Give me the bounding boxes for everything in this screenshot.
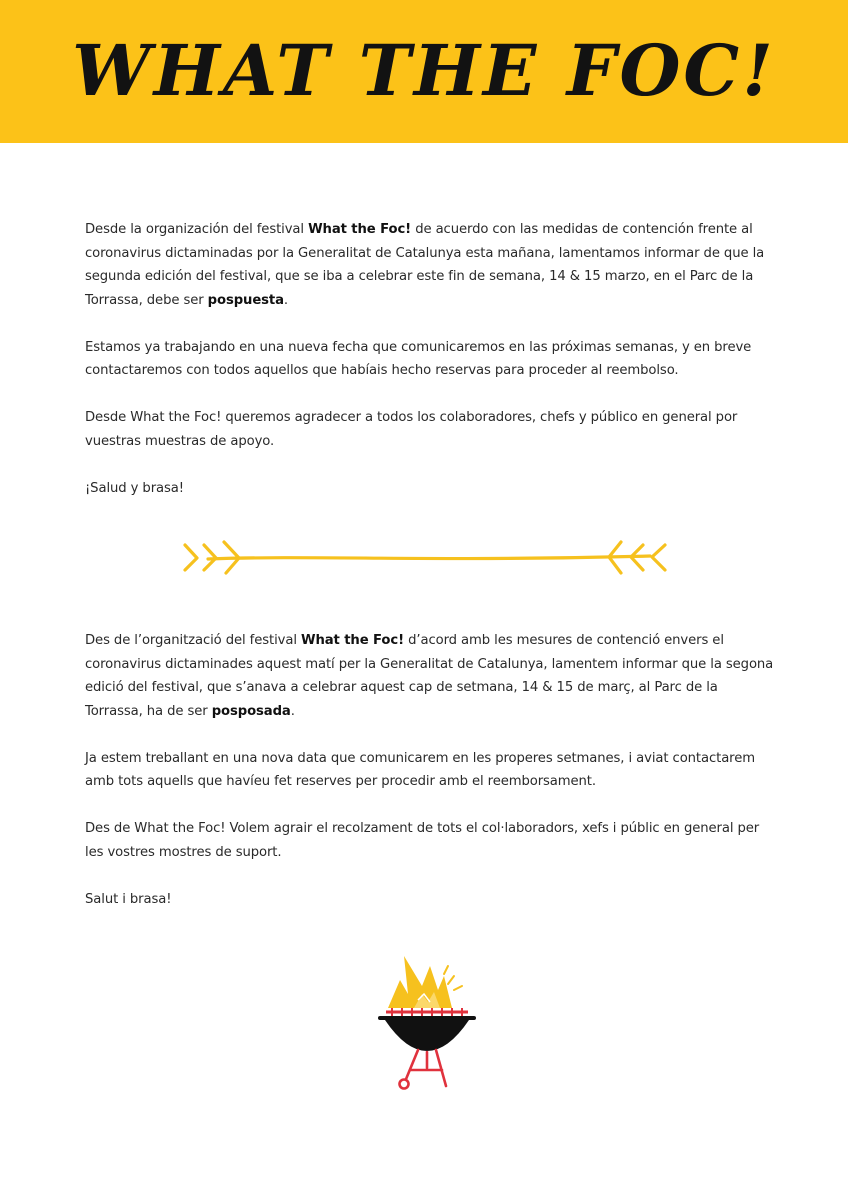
es-paragraph-1: Desde la organización del festival What the Foc! de acuerdo con las medidas de contención frente al coronavirus dictaminadas por la Generalitat de Catalunya esta mañana, lamentamos informar de que la segunda edición del festival, que se iba a celebrar este fin de semana, 14 & 15 marzo, en el Parc de la Torrassa, debe ser pospuesta. bbox=[85, 222, 765, 308]
ca-sign-off: Salut i brasa! bbox=[85, 891, 172, 907]
flaming-grill-icon bbox=[378, 950, 476, 1092]
catalan-announcement bbox=[85, 629, 775, 935]
postponed-bold: pospuesta bbox=[207, 292, 284, 308]
es-sign-off: ¡Salud y brasa! bbox=[85, 480, 184, 496]
es-paragraph-3: Desde What the Foc! queremos agradecer a todos los colaboradores, chefs y público en general por vuestras muestras de apoyo. bbox=[85, 410, 738, 449]
header-banner bbox=[0, 0, 848, 143]
es-paragraph-2: Estamos ya trabajando en una nueva fecha que comunicaremos en las próximas semanas, y en breve contactaremos con todos aquellos que habíais hecho reservas para proceder al reembolso. bbox=[85, 339, 752, 378]
ca-paragraph-3: Des de What the Foc! Volem agrair el recolzament de tots el col·laboradors, xefs i públic en general per les vostres mostres de suport. bbox=[85, 821, 760, 860]
double-arrow-divider-icon bbox=[180, 538, 670, 578]
ca-paragraph-2: Ja estem treballant en una nova data que comunicarem en les properes setmanes, i aviat contactarem amb tots aquells que havíeu fet reserves per procedir amb el reemborsament. bbox=[85, 750, 755, 789]
postponed-bold: posposada bbox=[211, 703, 291, 719]
festival-name-bold: What the Foc! bbox=[301, 633, 405, 648]
spanish-announcement bbox=[85, 218, 775, 524]
ca-paragraph-1: Des de l’organització del festival What the Foc! d’acord amb les mesures de contenció envers el coronavirus dictaminades aquest matí per la Generalitat de Catalunya, lamentem informar que la segona edició del festival, que s’anava a celebrar aquest cap de setmana, 14 & 15 de març, al Parc de la Torrassa, ha de ser posposada. bbox=[85, 633, 774, 719]
festival-title: WHAT THE FOC! bbox=[72, 29, 776, 112]
festival-name-bold: What the Foc! bbox=[308, 222, 412, 237]
